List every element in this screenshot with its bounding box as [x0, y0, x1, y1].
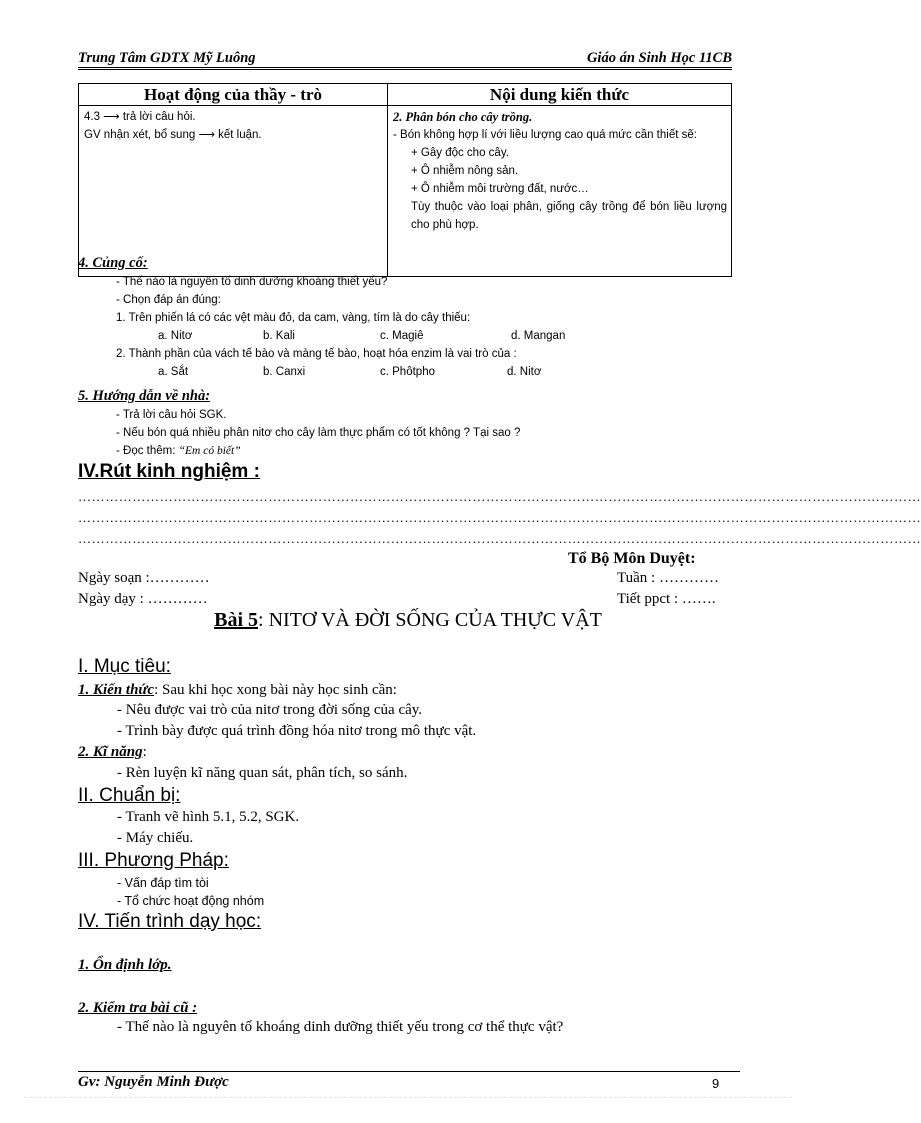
preparation-title: II. Chuẩn bị:	[78, 785, 181, 806]
methods-item: - Vấn đáp tìm tòi	[117, 876, 209, 890]
methods-title: III. Phương Pháp:	[78, 850, 229, 871]
knowledge-item: - Trình bày được quá trình đồng hóa nitơ trong mô thực vật.	[117, 723, 477, 739]
question-1: 1. Trên phiến lá có các vệt màu đỏ, da cam, vàng, tím là do cây thiếu:	[116, 312, 471, 324]
preparation-item: - Tranh vẽ hình 5.1, 5.2, SGK.	[117, 809, 300, 825]
option: c. Magiê	[380, 330, 424, 342]
content-conclusion: Tùy thuộc vào loại phân, giống cây trồng để bón liều lượng cho phù hợp.	[411, 201, 727, 231]
dotted-line: ……………………………………………………………………………………………………………………………………………………………………	[78, 489, 921, 504]
header-school: Trung Tâm GDTX Mỹ Luông	[78, 50, 256, 66]
question-2-options	[78, 363, 732, 381]
prep-date: Ngày soạn :…………	[78, 570, 210, 586]
period-field: Tiết ppct : …….	[617, 591, 716, 607]
header-subject: Giáo án Sinh Học 11CB	[586, 50, 732, 66]
dotted-line: ……………………………………………………………………………………………………………………………………………………………………	[78, 510, 921, 525]
consolidation-heading: 4. Củng cố	[78, 255, 143, 271]
consolidation-line: - Chọn đáp án đúng:	[116, 294, 221, 306]
class-stabilization: 1. Ổn định lớp.	[78, 957, 172, 973]
activity-line: 4.3 ⟶ trả lời câu hỏi.	[84, 111, 196, 123]
consolidation-section: 4. Củng cố: - Thế nào là nguyên tố dinh dưỡng khoáng thiết yếu? - Chọn đáp án đúng: 1. Trên phiến lá có các vệt màu đỏ, da cam, vàng, tím là do cây thiếu: a. Nitơ b. Kali c. Magiê d. Mangan 2. Thành phần của vách tế bào và màng tế bào, hoạt hóa enzim là vai trò của : a. Sắt b. Canxi c. Phôtpho d. Nitơ	[78, 254, 732, 381]
skills-item: - Rèn luyện kĩ năng quan sát, phân tích, so sánh.	[117, 765, 408, 781]
option: d. Mangan	[511, 330, 566, 342]
option: c. Phôtpho	[380, 366, 435, 378]
page-header	[78, 50, 732, 68]
approval-label: Tổ Bộ Môn Duyệt:	[568, 550, 696, 567]
option: b. Kali	[263, 330, 295, 342]
review-question: - Thế nào là nguyên tố khoáng dinh dưỡng thiết yếu trong cơ thể thực vật?	[117, 1019, 564, 1035]
table-header-activities: Hoạt động của thầy - trò	[79, 84, 388, 106]
content-bullet: + Ô nhiễm nông sản.	[411, 165, 519, 177]
content-bullet: + Gây độc cho cây.	[411, 147, 509, 159]
content-paragraph: - Bón không hợp lí với liều lượng cao quá mức cần thiết sẽ:	[393, 129, 697, 141]
preparation-item: - Máy chiếu.	[117, 830, 194, 846]
teach-date: Ngày dạy : …………	[78, 591, 208, 607]
table-header-content: Nội dung kiến thức	[388, 84, 732, 106]
lesson-table	[78, 83, 732, 277]
week-field: Tuần : …………	[617, 570, 719, 586]
homework-heading: 5. Hướng dẫn về nhà	[78, 388, 206, 404]
lesson-number: Bài 5	[214, 609, 259, 631]
question-1-options	[78, 327, 732, 345]
knowledge-item: - Nêu được vai trò của nitơ trong đời sống của cây.	[117, 702, 423, 718]
activity-line: GV nhận xét, bổ sung ⟶ kết luận.	[84, 129, 262, 141]
table-row	[79, 106, 732, 277]
old-lesson-check: 2. Kiểm tra bài cũ :	[78, 1000, 198, 1016]
content-bullet: + Ô nhiễm môi trường đất, nước…	[411, 183, 589, 195]
page-edge	[24, 1097, 792, 1098]
content-title: 2. Phân bón cho cây trồng.	[393, 110, 533, 124]
reading-title: “Em có biết”	[178, 445, 241, 457]
footer-teacher: Gv: Nguyễn Minh Được	[78, 1074, 229, 1090]
option: d. Nitơ	[507, 366, 542, 378]
knowledge-heading: 1. Kiến thức	[78, 682, 155, 698]
homework-section: 5. Hướng dẫn về nhà: - Trả lời câu hỏi SGK. - Nếu bón quá nhiều phân nitơ cho cây làm thực phẩm có tốt không ? Tại sao ? - Đọc thêm: “Em có biết”	[78, 387, 732, 460]
option: a. Sắt	[158, 366, 189, 378]
homework-line: - Trả lời câu hỏi SGK.	[116, 409, 227, 421]
objectives-title: I. Mục tiêu:	[78, 656, 171, 677]
footer-divider	[78, 1071, 740, 1072]
lesson-title: Bài 5: NITƠ VÀ ĐỜI SỐNG CỦA THỰC VẬT	[214, 609, 602, 631]
methods-item: - Tổ chức hoạt động nhóm	[117, 894, 265, 908]
content-cell	[388, 106, 732, 277]
consolidation-line: - Thế nào là nguyên tố dinh dưỡng khoáng thiết yếu?	[116, 276, 388, 288]
homework-line: - Đọc thêm: “Em có biết”	[116, 445, 241, 457]
option: b. Canxi	[263, 366, 306, 378]
procedure-title: IV. Tiến trình dạy học:	[78, 911, 262, 932]
homework-line: - Nếu bón quá nhiều phân nitơ cho cây làm thực phẩm có tốt không ? Tại sao ?	[116, 427, 521, 439]
option: a. Nitơ	[158, 330, 193, 342]
knowledge-line: 1. Kiến thức: Sau khi học xong bài này học sinh cần:	[78, 682, 397, 698]
skills-heading: 2. Kĩ năng:	[78, 744, 147, 760]
header-divider	[78, 67, 732, 70]
dotted-line: ……………………………………………………………………………………………………………………………………………………………………	[78, 531, 921, 546]
question-2: 2. Thành phần của vách tế bào và màng tế bào, hoạt hóa enzim là vai trò của :	[116, 348, 517, 360]
page-number: 9	[712, 1076, 720, 1091]
experience-title: IV.Rút kinh nghiệm :	[78, 461, 260, 482]
activities-cell	[79, 106, 388, 277]
